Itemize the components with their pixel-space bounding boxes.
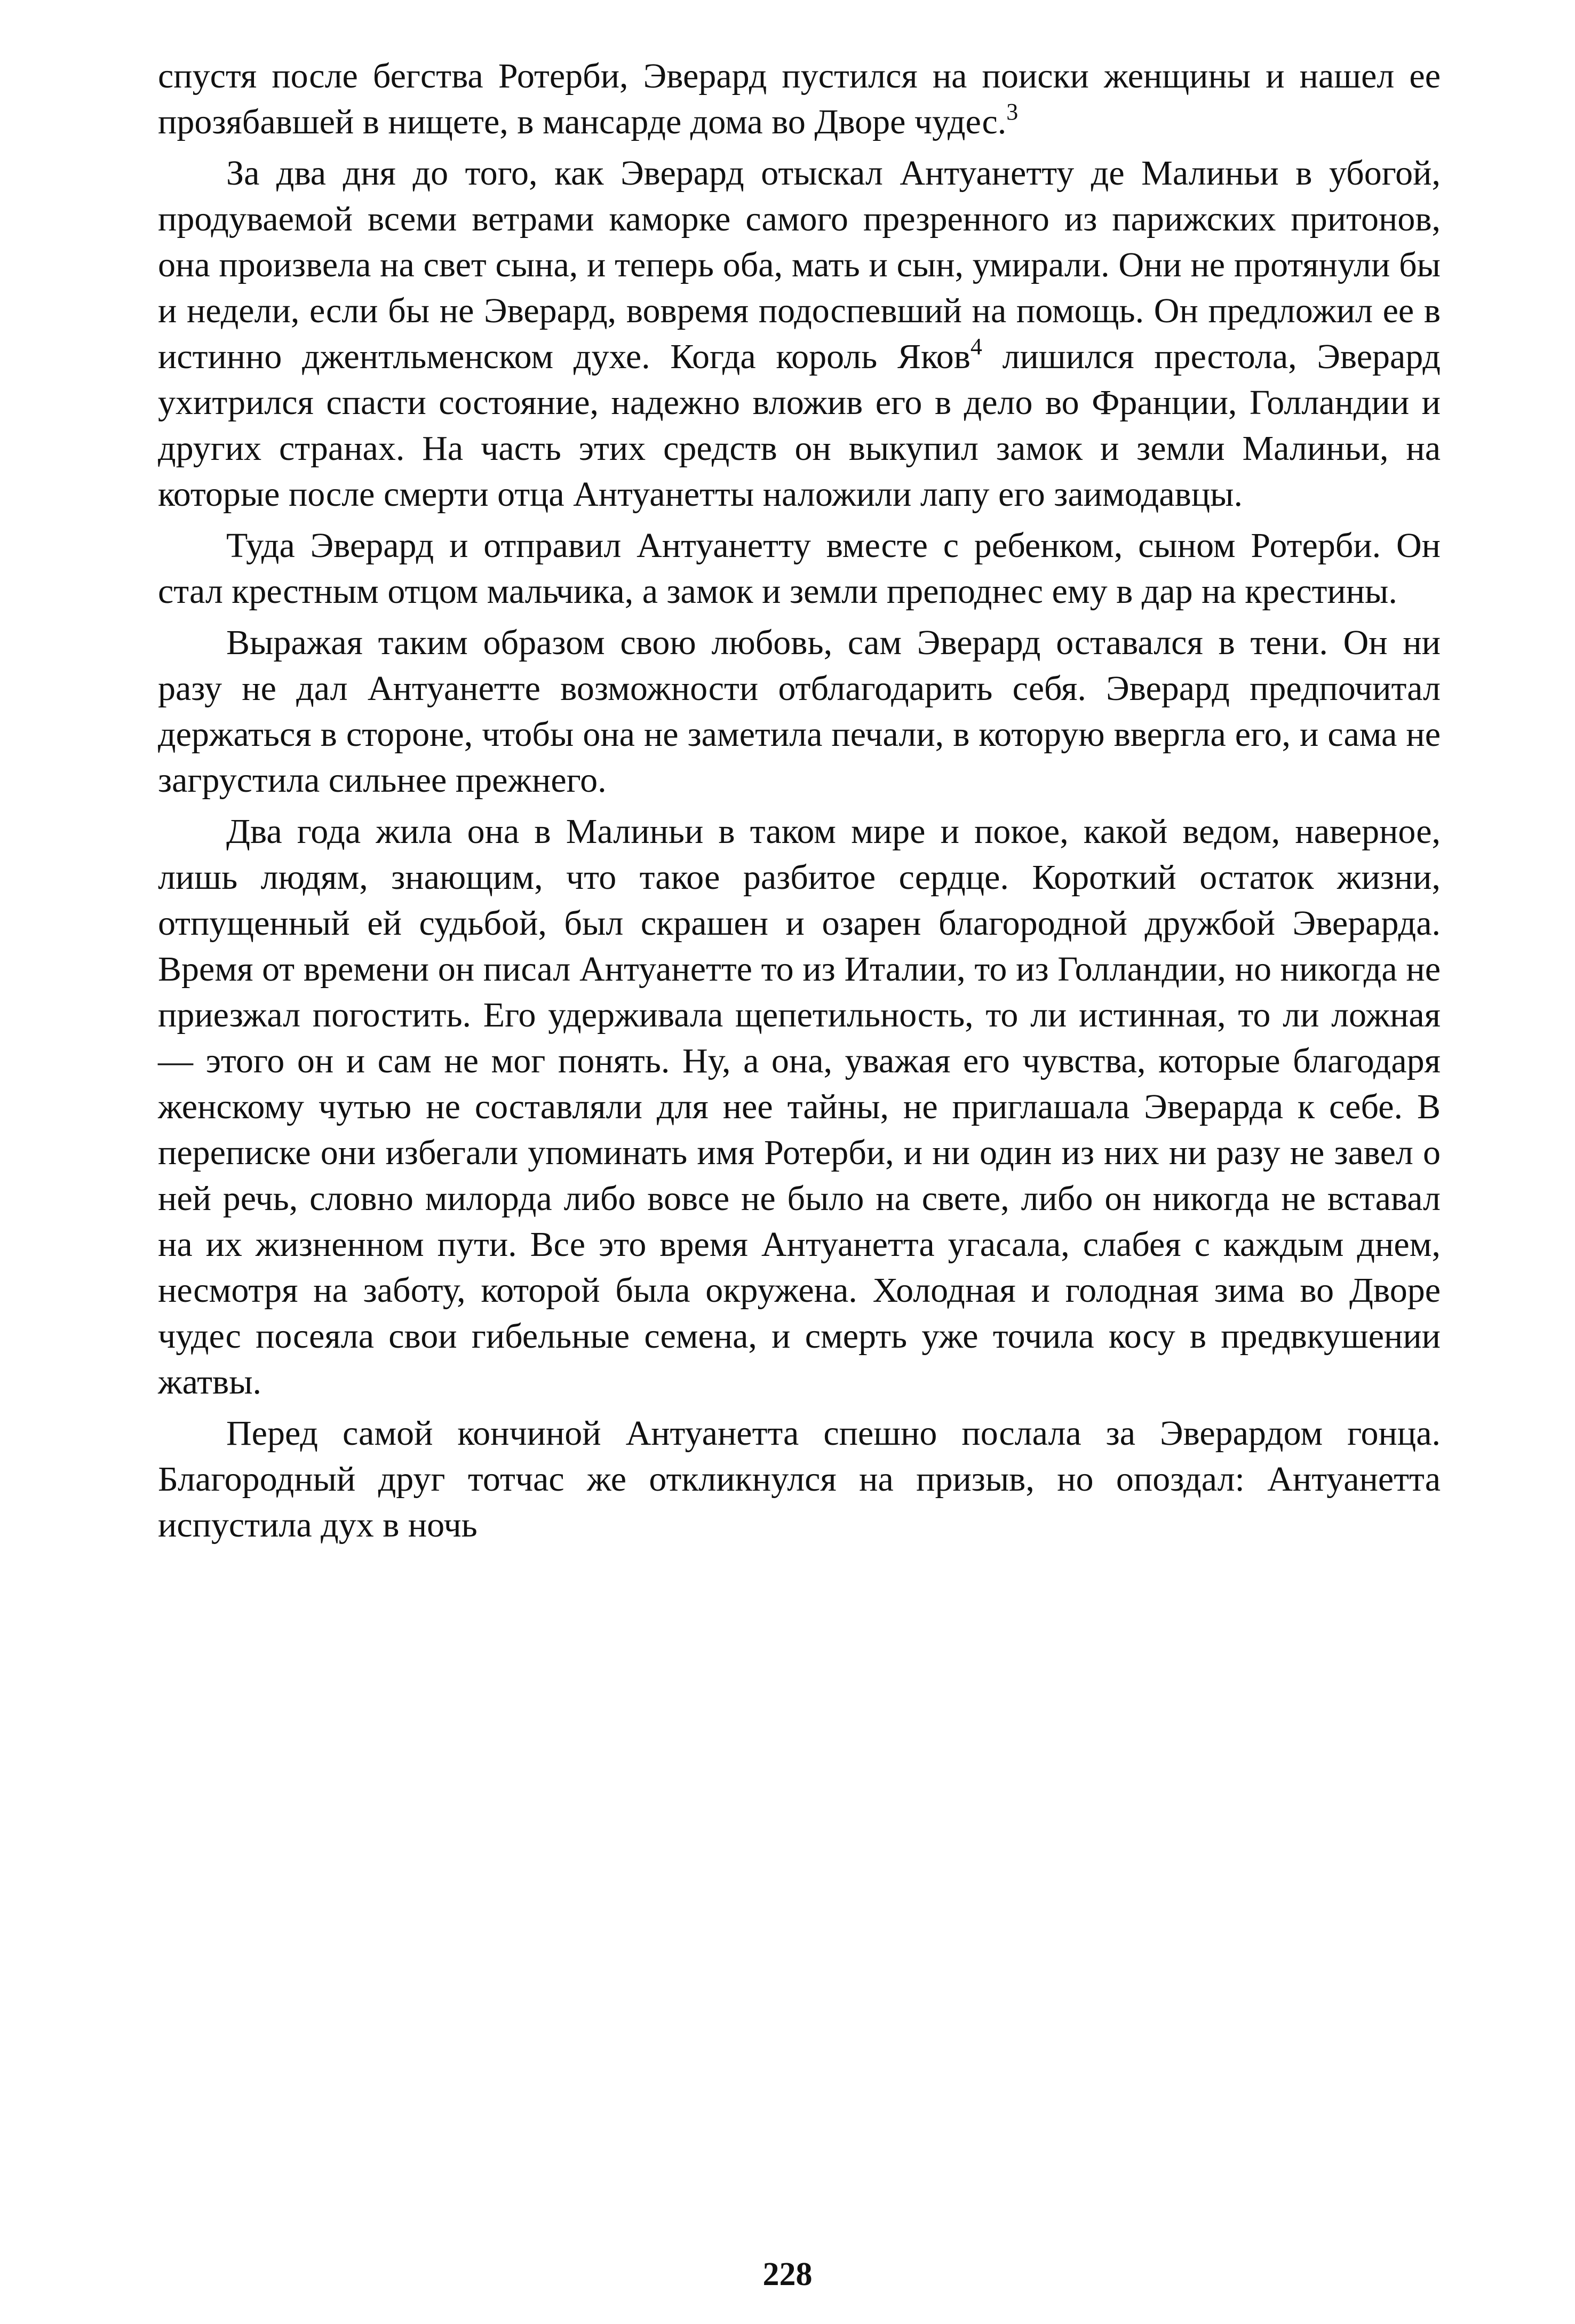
paragraph xyxy=(158,53,1441,145)
text-run: За два дня до того, как Эверард отыскал Антуанетту де Малиньи в убогой, продуваемой всеми ветрами каморке самого презренного из парижских притонов, она произвела на свет сына, и теперь оба, мать и сын, умирали. Они не протянули бы и недели, если бы не Эверард, вовремя подоспевший на помощь. Он предложил ее в истинно джентльменском духе. Когда король Яков xyxy=(158,154,1441,376)
text-run: Туда Эверард и отправил Антуанетту вместе с ребенком, сыном Ротерби. Он стал крестным отцом мальчика, а замок и земли преподнес ему в дар на крестины. xyxy=(158,526,1441,611)
text-run: Перед самой кончиной Антуанетта спешно послала за Эверардом гонца. Благородный друг тотчас же откликнулся на призыв, но опоздал: Антуанетта испустила дух в ночь xyxy=(158,1414,1441,1545)
text-run: лишился престола, Эверард ухитрился спасти состояние, надежно вложив его в дело во Франции, Голландии и других странах. На часть этих средств он выкупил замок и земли Малиньи, на которые после смерти отца Антуанетты наложили лапу его заимодавцы. xyxy=(158,337,1441,514)
footnote-reference: 3 xyxy=(1006,99,1019,125)
footnote-reference: 4 xyxy=(970,333,982,360)
paragraph xyxy=(158,150,1441,518)
page-number: 228 xyxy=(762,2256,813,2293)
paragraph xyxy=(158,620,1441,803)
text-run: Два года жила она в Малиньи в таком мире и покое, какой ведом, наверное, лишь людям, знающим, что такое разбитое сердце. Короткий остаток жизни, отпущенный ей судьбой, был скрашен и озарен благородной дружбой Эверарда. Время от времени он писал Антуанетте то из Италии, то из Голландии, но никогда не приезжал погостить. Его удерживала щепетильность, то ли истинная, то ли ложная — этого он и сам не мог понять. Ну, а она, уважая его чувства, которые благодаря женскому чутью не составляли для нее тайны, не приглашала Эверарда к себе. В переписке они избегали упоминать имя Ротерби, и ни один из них ни разу не завел о ней речь, словно милорда либо вовсе не было на свете, либо он никогда не вставал на их жизненном пути. Все это время Антуанетта угасала, слабея с каждым днем, несмотря на заботу, которой была окружена. Холодная и голодная зима во Дворе чудес посеяла свои гибельные семена, и смерть уже точила косу в предвкушении жатвы. xyxy=(158,812,1441,1402)
text-run: спустя после бегства Ротерби, Эверард пустился на поиски женщины и нашел ее прозябавшей в нищете, в мансарде дома во Дворе чудес. xyxy=(158,57,1441,141)
paragraph xyxy=(158,523,1441,615)
text-run: Выражая таким образом свою любовь, сам Эверард оставался в тени. Он ни разу не дал Антуанетте возможности отблагодарить себя. Эверард предпочитал держаться в стороне, чтобы она не заметила печали, в которую ввергла его, и сама не загрустила сильнее прежнего. xyxy=(158,623,1441,800)
body-text xyxy=(158,53,1441,1554)
paragraph xyxy=(158,809,1441,1405)
paragraph xyxy=(158,1411,1441,1548)
